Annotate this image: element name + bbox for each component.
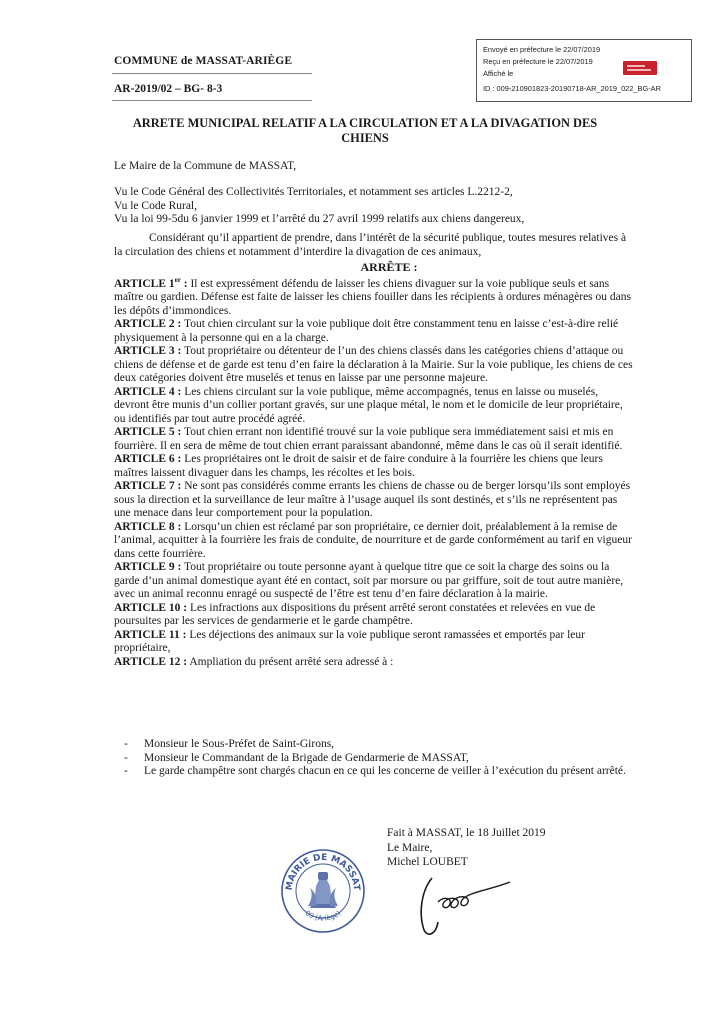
articles-block [114,274,634,669]
article-text: Tout propriétaire ou toute personne ayant à quelque titre que ce soit la charge des soins ou la garde d’un animal domestique ayant été en contact, soit par morsure ou par griffure, soit de tout autre manière, avec un animal reconnu enragé ou suspecté de l’être est tenu d’en faire déclaration à la mairie. [114,561,624,601]
list-item [114,752,634,766]
seal-ring-bottom: 09 (Ariège) [303,909,343,923]
article-label: ARTICLE 5 : [114,426,182,439]
article-text: Ampliation du présent arrêté sera adressé à : [187,655,394,668]
header-divider [112,73,312,74]
signature-place-date: Fait à MASSAT, le 18 Juillet 2019 [387,827,546,839]
prefecture-posted: Affiché le [483,69,514,78]
article-text: Tout chien errant non identifié trouvé sur la voie publique sera immédiatement saisi et mis en fourrière. Il en sera de même de tout chien errant paraissant abandonné, même dans le cas où il serait identifié. [114,426,623,452]
prefecture-received: Reçu en préfecture le 22/07/2019 [483,57,593,66]
list-item [114,765,634,779]
article [114,453,634,480]
recipients-list [114,738,634,779]
article-label: ARTICLE 6 : [114,453,182,466]
article [114,480,634,521]
vu-block [114,186,634,227]
svg-text:09 (Ariège) [304,909,343,923]
article-text: Les propriétaires ont le droit de saisir et de faire conduire à la fourrière les chiens que leurs maîtres laissent divaguer dans les champs, les récoltes et les bois. [114,453,603,479]
article-label: ARTICLE 3 : [114,345,182,358]
signature-name: Michel LOUBET [387,856,468,868]
article [114,274,634,318]
article [114,386,634,427]
recipient-text: Monsieur le Commandant de la Brigade de Gendarmerie de MASSAT, [144,751,469,764]
article-label: ARTICLE 1er : [114,276,188,290]
article-label: ARTICLE 12 : [114,655,188,668]
article-text: Les infractions aux dispositions du présent arrêté seront constatées et relevées en vue de poursuites par les services de gendarmerie et le garde champêtre. [114,601,596,628]
article-text: Tout propriétaire ou détenteur de l’un des chiens classés dans les catégories chiens d’attaque ou chiens de défense et de garde est tenu d’en faire la déclaration à la Mairie. Sur la voie publique, les chiens de ces deux catégories doivent être muselés et tenus en laisse par une personne majeure. [114,345,633,385]
maire-line: Le Maire de la Commune de MASSAT, [114,160,297,172]
article [114,318,634,345]
header-divider [112,100,312,101]
article [114,521,634,562]
article-text: Les déjections des animaux sur la voie publique seront ramassées et emportés par leur propriétaire, [114,628,585,655]
commune-name: COMMUNE de MASSAT-ARIÈGE [114,55,293,67]
article-label: ARTICLE 10 : [114,601,188,614]
article-label: ARTICLE 9 : [114,561,182,574]
prefecture-logo-icon [623,61,657,75]
prefecture-id: ID : 009-210901823-20190718-AR_2019_022_BG-AR [483,84,661,93]
article-label: ARTICLE 7 : [114,480,182,493]
dash-bullet: - [124,751,128,764]
arrete-heading: ARRÊTE : [360,260,418,274]
article [114,426,634,453]
article [114,602,634,629]
article-label: ARTICLE 8 : [114,520,182,533]
signature-block [387,826,546,870]
seal-ring-top: MAIRIE DE MASSAT [284,852,362,892]
vu-line: Vu le Code Rural, [114,199,197,212]
article-label: ARTICLE 11 : [114,628,187,641]
considerant: Considérant qu’il appartient de prendre, dans l’intérêt de la sécurité publique, toutes mesures relatives à la circulation des chiens et notamment d’interdire la divagation de ces animaux, [114,232,627,258]
article [114,345,634,386]
recipient-text: Le garde champêtre sont chargés chacun en ce qui les concerne de veiller à l’exécution du présent arrêté. [144,765,626,777]
reference-number: AR-2019/02 – BG- 8-3 [114,83,223,95]
vu-line: Vu la loi 99-5du 6 janvier 1999 et l’arrêté du 27 avril 1999 relatifs aux chiens dangereux, [114,213,525,225]
signature-role: Le Maire, [387,841,433,854]
seal-emblem-icon [308,872,338,908]
vu-line: Vu le Code Général des Collectivités Territoriales, et notamment ses articles L.2212-2, [114,186,513,198]
list-item [114,738,634,752]
article-text: Tout chien circulant sur la voie publique doit être constamment tenu en laisse c’est-à-dire relié physiquement à la personne qui en a la charge. [114,318,619,344]
article-text: Lorsqu’un chien est réclamé par son propriétaire, ce dernier doit, préalablement à la remise de l’animal, acquitter à la fourrière les frais de conduite, de nourriture et de garde conformément au tarif en vigueur dans cette fourrière. [114,520,632,560]
ordinal-suffix: er [174,276,181,284]
article-text: Les chiens circulant sur la voie publique, même accompagnés, tenus en laisse ou muselés, devront être munis d’un collier portant gravés, sur une plaque métal, le nom et le domicile de leur propriétaire, ou identifiés par tout autre procédé agréé. [114,385,623,425]
prefecture-sent: Envoyé en préfecture le 22/07/2019 [483,45,601,54]
article [114,561,634,602]
article-text: Il est expressément défendu de laisser les chiens divaguer sur la voie publique seuls et sans maître ou gardien. Défense est faite de laisser les chiens fouiller dans les récipients à ordures ménagères ou dans les dépôts d’immondices. [114,277,631,317]
article-label: ARTICLE 4 : [114,385,182,398]
article [114,656,634,670]
article-label: ARTICLE 2 : [114,318,182,331]
mairie-seal-icon [280,848,366,934]
dash-bullet: - [124,738,128,750]
recipient-text: Monsieur le Sous-Préfet de Saint-Girons, [144,738,335,750]
article [114,629,634,656]
prefecture-stamp [476,39,692,102]
handwritten-signature [410,870,520,940]
article-text: Ne sont pas considérés comme errants les chiens de chasse ou de berger lorsqu’ils sont employés sous la direction et la surveillance de leur maître à l’usage auquel ils sont destinés, et s’ils ne représentent pas une menace dans leur comportement pour la population. [114,480,631,520]
document-title: ARRETE MUNICIPAL RELATIF A LA CIRCULATION ET A LA DIVAGATION DES CHIENS [132,116,598,145]
dash-bullet: - [124,765,128,777]
